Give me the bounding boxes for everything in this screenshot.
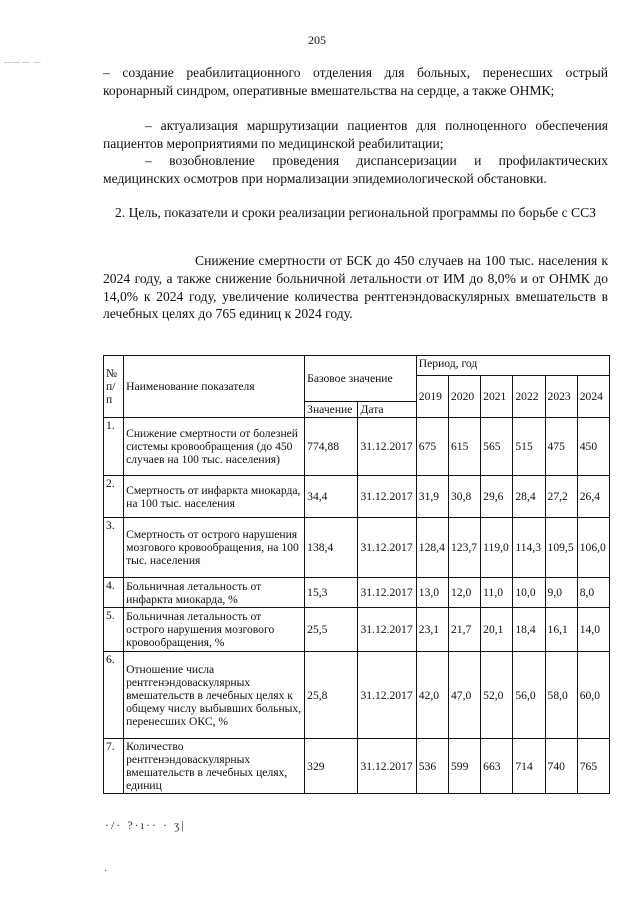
- row-base-value-cell: 138,4: [305, 518, 358, 578]
- row-year-cell: 16,1: [545, 608, 577, 652]
- row-base-date-cell: 31.12.2017: [358, 518, 416, 578]
- row-year-cell: 515: [513, 418, 545, 476]
- table-row: [104, 608, 610, 652]
- row-base-date-cell: 31.12.2017: [358, 652, 416, 739]
- row-year-cell: 23,1: [416, 608, 448, 652]
- header-name: Наименование показателя: [124, 356, 305, 418]
- row-year-cell: 10,0: [513, 578, 545, 608]
- row-base-value-cell: 329: [305, 739, 358, 794]
- row-year-cell: 14,0: [577, 608, 609, 652]
- indicators-table: [103, 355, 610, 794]
- row-year-cell: 29,6: [481, 476, 513, 518]
- header-base-date: Дата: [358, 402, 416, 418]
- row-base-value-cell: 25,5: [305, 608, 358, 652]
- row-year-cell: 20,1: [481, 608, 513, 652]
- section-heading: 2. Цель, показатели и сроки реализации региональной программы по борьбе с ССЗ: [115, 205, 596, 220]
- row-base-value-cell: 774,88: [305, 418, 358, 476]
- row-name-cell: Количество рентгенэндоваскулярных вмешательств в лечебных целях, единиц: [124, 739, 305, 794]
- row-name-cell: Отношение числа рентгенэндоваскулярных вмешательств в лечебных целях к общему числу выбывших больных, перенесших ОКС, %: [124, 652, 305, 739]
- row-year-cell: 42,0: [416, 652, 448, 739]
- row-base-date-cell: 31.12.2017: [358, 476, 416, 518]
- row-base-date-cell: 31.12.2017: [358, 739, 416, 794]
- bullet-rehab-department: – создание реабилитационного отделения для больных, перенесших острый коронарный синдром, оперативные вмешательства на сердце, а также ОНМК;: [103, 65, 608, 98]
- header-year: 2020: [448, 376, 480, 418]
- row-num-cell: 1.: [104, 418, 124, 476]
- row-year-cell: 58,0: [545, 652, 577, 739]
- row-year-cell: 56,0: [513, 652, 545, 739]
- bullet-screening: – возобновление проведения диспансеризации и профилактических медицинских осмотров при нормализации эпидемиологической обстановки.: [103, 153, 608, 186]
- row-num-cell: 3.: [104, 518, 124, 578]
- row-base-date-cell: 31.12.2017: [358, 418, 416, 476]
- row-year-cell: 615: [448, 418, 480, 476]
- row-year-cell: 8,0: [577, 578, 609, 608]
- row-num-cell: 4.: [104, 578, 124, 608]
- row-year-cell: 30,8: [448, 476, 480, 518]
- row-year-cell: 26,4: [577, 476, 609, 518]
- row-year-cell: 599: [448, 739, 480, 794]
- header-base: Базовое значение: [305, 356, 417, 402]
- row-year-cell: 106,0: [577, 518, 609, 578]
- table-row: [104, 476, 610, 518]
- row-year-cell: 12,0: [448, 578, 480, 608]
- header-year: 2019: [416, 376, 448, 418]
- row-year-cell: 114,3: [513, 518, 545, 578]
- row-year-cell: 13,0: [416, 578, 448, 608]
- row-year-cell: 28,4: [513, 476, 545, 518]
- header-num: № п/п: [104, 356, 124, 418]
- table-row: [104, 739, 610, 794]
- row-year-cell: 663: [481, 739, 513, 794]
- row-name-cell: Смертность от острого нарушения мозгового кровообращения, на 100 тыс. населения: [124, 518, 305, 578]
- row-year-cell: 740: [545, 739, 577, 794]
- row-year-cell: 52,0: [481, 652, 513, 739]
- row-name-cell: Смертность от инфаркта миокарда, на 100 тыс. населения: [124, 476, 305, 518]
- row-year-cell: 565: [481, 418, 513, 476]
- page-number: 205: [308, 33, 326, 47]
- row-year-cell: 11,0: [481, 578, 513, 608]
- header-period: Период, год: [416, 356, 609, 376]
- row-base-date-cell: 31.12.2017: [358, 578, 416, 608]
- header-year: 2023: [545, 376, 577, 418]
- row-year-cell: 475: [545, 418, 577, 476]
- row-name-cell: Больничная летальность от острого нарушения мозгового кровообращения, %: [124, 608, 305, 652]
- header-year: 2022: [513, 376, 545, 418]
- table-row: [104, 518, 610, 578]
- table-row: [104, 578, 610, 608]
- header-year: 2024: [577, 376, 609, 418]
- row-year-cell: 119,0: [481, 518, 513, 578]
- scan-dot: ·: [104, 866, 108, 877]
- row-year-cell: 765: [577, 739, 609, 794]
- row-year-cell: 21,7: [448, 608, 480, 652]
- row-year-cell: 450: [577, 418, 609, 476]
- row-year-cell: 128,4: [416, 518, 448, 578]
- header-base-value: Значение: [305, 402, 358, 418]
- row-year-cell: 18,4: [513, 608, 545, 652]
- scan-artifact: —— — —: [4, 58, 42, 66]
- row-year-cell: 123,7: [448, 518, 480, 578]
- row-num-cell: 2.: [104, 476, 124, 518]
- row-year-cell: 60,0: [577, 652, 609, 739]
- row-name-cell: Больничная летальность от инфаркта миокарда, %: [124, 578, 305, 608]
- table-row: [104, 418, 610, 476]
- row-name-cell: Снижение смертности от болезней системы кровообращения (до 450 случаев на 100 тыс. населения): [124, 418, 305, 476]
- row-year-cell: 27,2: [545, 476, 577, 518]
- handwritten-mark: ·/· ?·ı·· · ʒ|: [105, 818, 186, 832]
- row-year-cell: 31,9: [416, 476, 448, 518]
- row-base-value-cell: 34,4: [305, 476, 358, 518]
- row-base-value-cell: 25,8: [305, 652, 358, 739]
- row-year-cell: 47,0: [448, 652, 480, 739]
- row-num-cell: 5.: [104, 608, 124, 652]
- table-header-row: [104, 356, 610, 376]
- row-year-cell: 9,0: [545, 578, 577, 608]
- table-body: [104, 418, 610, 794]
- row-year-cell: 109,5: [545, 518, 577, 578]
- row-num-cell: 7.: [104, 739, 124, 794]
- row-base-date-cell: 31.12.2017: [358, 608, 416, 652]
- header-year: 2021: [481, 376, 513, 418]
- row-base-value-cell: 15,3: [305, 578, 358, 608]
- row-year-cell: 536: [416, 739, 448, 794]
- row-num-cell: 6.: [104, 652, 124, 739]
- table-row: [104, 652, 610, 739]
- bullet-routing: – актуализация маршрутизации пациентов для полноценного обеспечения пациентов мероприятиями по медицинской реабилитации;: [103, 118, 608, 151]
- row-year-cell: 675: [416, 418, 448, 476]
- row-year-cell: 714: [513, 739, 545, 794]
- goal-paragraph: Снижение смертности от БСК до 450 случаев на 100 тыс. населения к 2024 году, а также снижение больничной летальности от ИМ до 8,0% и от ОНМК до 14,0% к 2024 году, увеличение количества рентгенэндоваскулярных вмешательств в лечебных целях до 765 единиц к 2024 году.: [103, 253, 608, 322]
